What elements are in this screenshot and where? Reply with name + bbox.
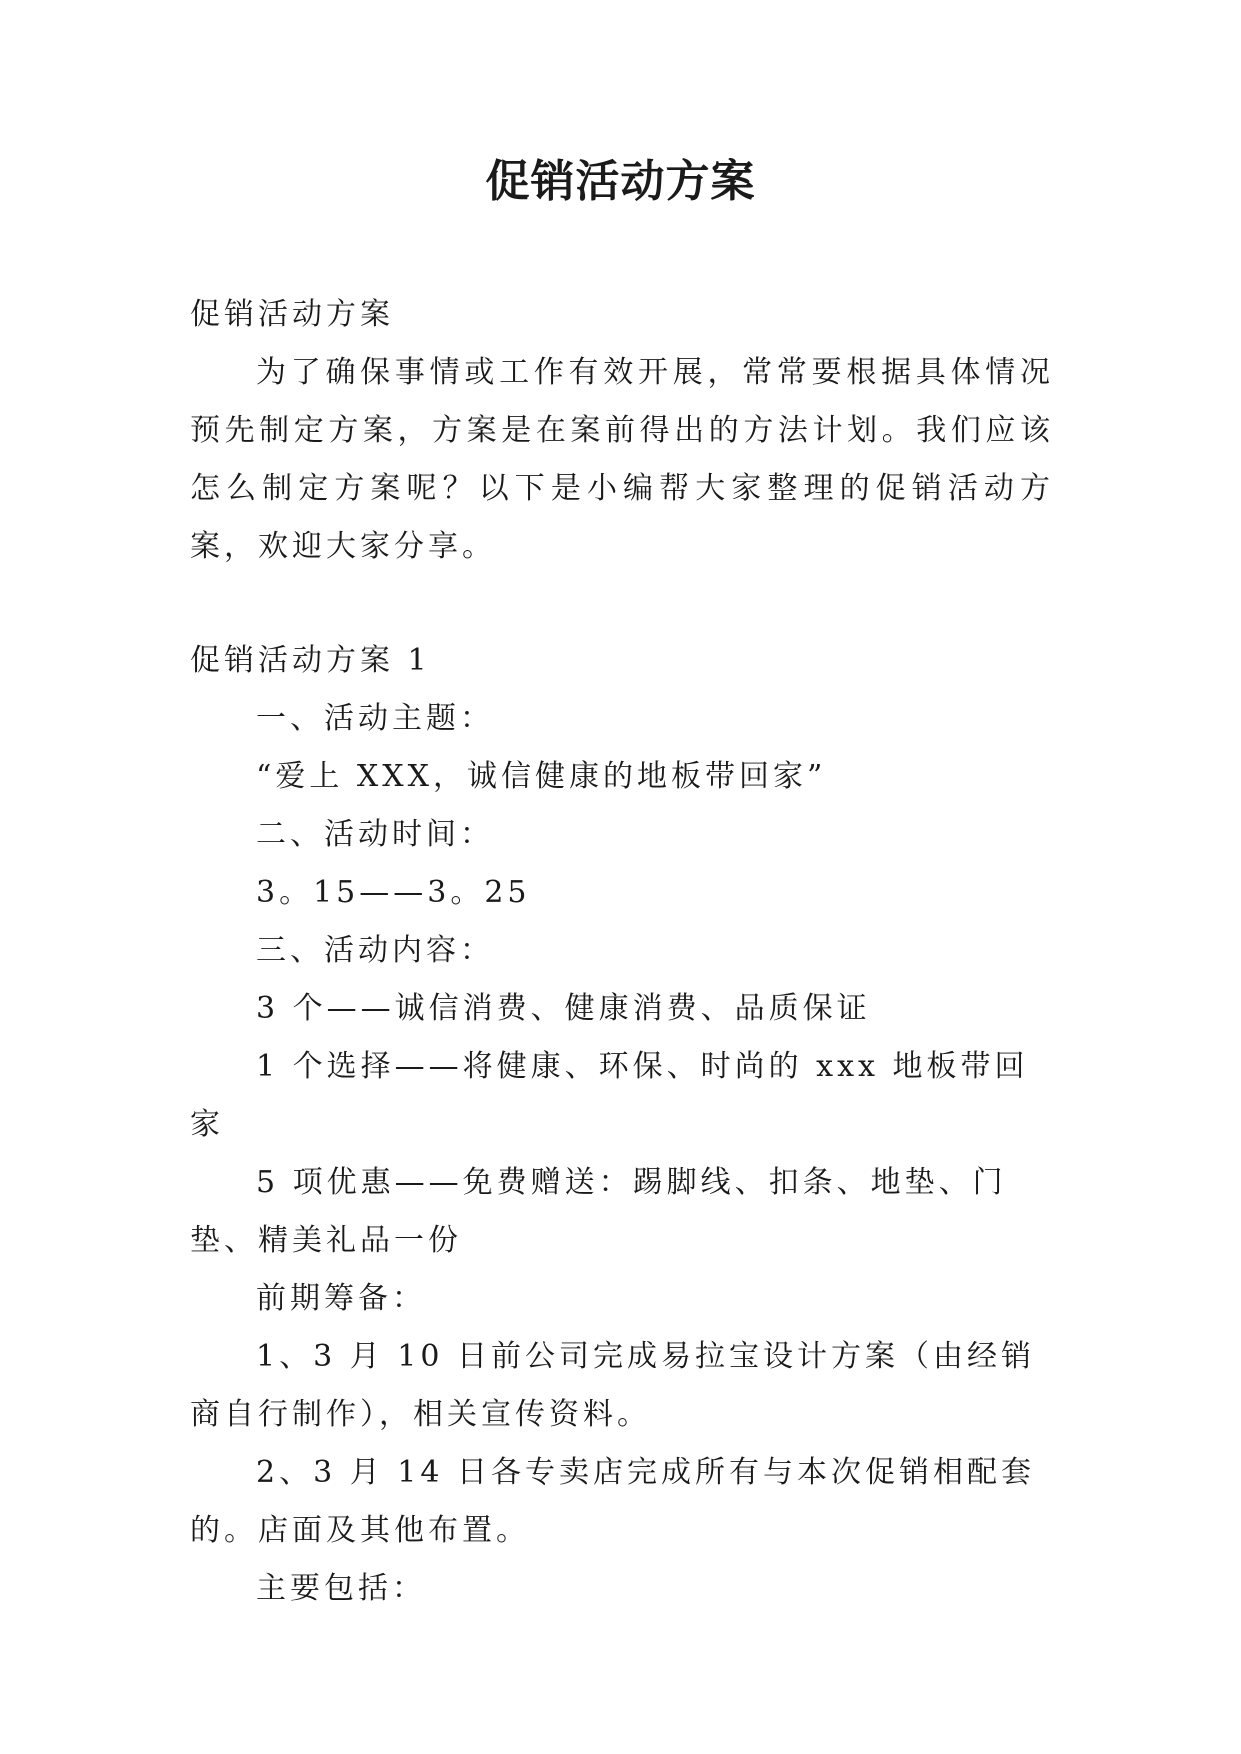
body-line: 1 个选择——将健康、环保、时尚的 xxx 地板带回家: [190, 1049, 1029, 1142]
body-line: 3 个——诚信消费、健康消费、品质保证: [256, 991, 871, 1026]
body-line: 三、活动内容：: [256, 933, 494, 968]
body-line: 主要包括：: [256, 1571, 426, 1606]
paragraph-gap: [190, 576, 1054, 632]
body-line: 前期筹备：: [256, 1281, 426, 1316]
body-line: “爱上 XXX，诚信健康的地板带回家”: [256, 759, 827, 794]
intro-paragraph: 为了确保事情或工作有效开展，常常要根据具体情况预先制定方案，方案是在案前得出的方法计划。我们应该怎么制定方案呢？以下是小编帮大家整理的促销活动方案，欢迎大家分享。: [190, 355, 1054, 564]
body-line: 5 项优惠——免费赠送：踢脚线、扣条、地垫、门垫、精美礼品一份: [190, 1165, 1007, 1258]
section-heading: 促销活动方案 1: [190, 643, 431, 678]
document-subtitle: 促销活动方案: [190, 297, 394, 332]
body-line: 1、3 月 10 日前公司完成易拉宝设计方案（由经销商自行制作），相关宣传资料。: [190, 1339, 1035, 1432]
body-line: 一、活动主题：: [256, 701, 494, 736]
body-line: 3。15——3。25: [256, 875, 531, 910]
body-line: 2、3 月 14 日各专卖店完成所有与本次促销相配套的。店面及其他布置。: [190, 1455, 1035, 1548]
document-title: 促销活动方案: [485, 156, 756, 207]
body-line: 二、活动时间：: [256, 817, 494, 852]
document-body: [190, 286, 1054, 1618]
